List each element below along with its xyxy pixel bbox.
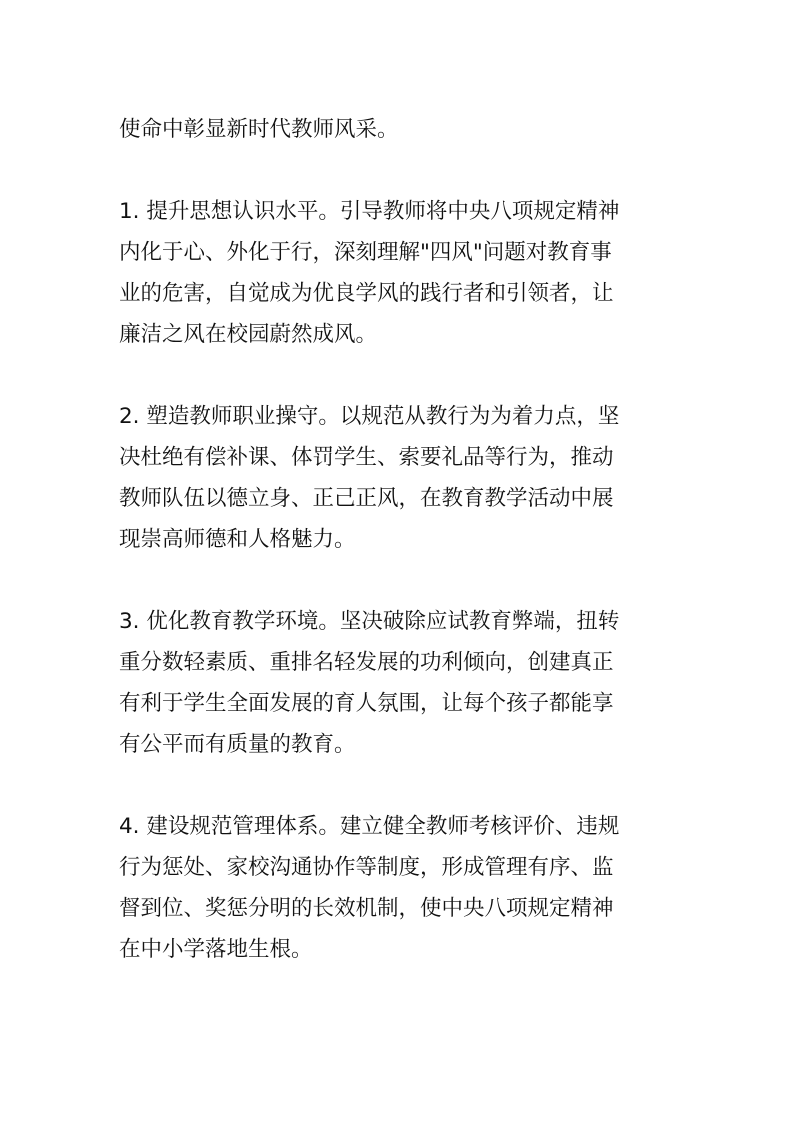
text-line: 行为惩处、家校沟通协作等制度，形成管理有序、监 [119, 855, 614, 880]
paragraph-item-3 [119, 601, 679, 765]
paragraph-item-4 [119, 806, 679, 970]
text-line: 1. 提升思想认识水平。引导教师将中央八项规定精神 [119, 199, 620, 224]
paragraph-item-1 [119, 191, 679, 355]
text-line: 督到位、奖惩分明的长效机制，使中央八项规定精神 [119, 896, 614, 921]
text-line: 2. 塑造教师职业操守。以规范从教行为为着力点，坚 [119, 404, 620, 429]
text-line: 3. 优化教育教学环境。坚决破除应试教育弊端，扭转 [119, 609, 620, 634]
text-line: 决杜绝有偿补课、体罚学生、索要礼品等行为，推动 [119, 445, 614, 470]
text-line: 在中小学落地生根。 [119, 937, 313, 962]
text-line: 教师队伍以德立身、正己正风，在教育教学活动中展 [119, 486, 614, 511]
document-body [119, 109, 679, 1011]
text-line: 4. 建设规范管理体系。建立健全教师考核评价、违规 [119, 814, 620, 839]
text-line: 内化于心、外化于行，深刻理解"四风"问题对教育事 [119, 240, 612, 265]
text-line: 廉洁之风在校园蔚然成风。 [119, 322, 378, 347]
text-line: 有公平而有质量的教育。 [119, 732, 356, 757]
text-line: 有利于学生全面发展的育人氛围，让每个孩子都能享 [119, 691, 614, 716]
text-line: 重分数轻素质、重排名轻发展的功利倾向，创建真正 [119, 650, 614, 675]
text-line: 业的危害，自觉成为优良学风的践行者和引领者，让 [119, 281, 614, 306]
text-line: 使命中彰显新时代教师风采。 [119, 117, 399, 142]
paragraph-intro-tail [119, 109, 679, 150]
paragraph-item-2 [119, 396, 679, 560]
text-line: 现崇高师德和人格魅力。 [119, 527, 356, 552]
